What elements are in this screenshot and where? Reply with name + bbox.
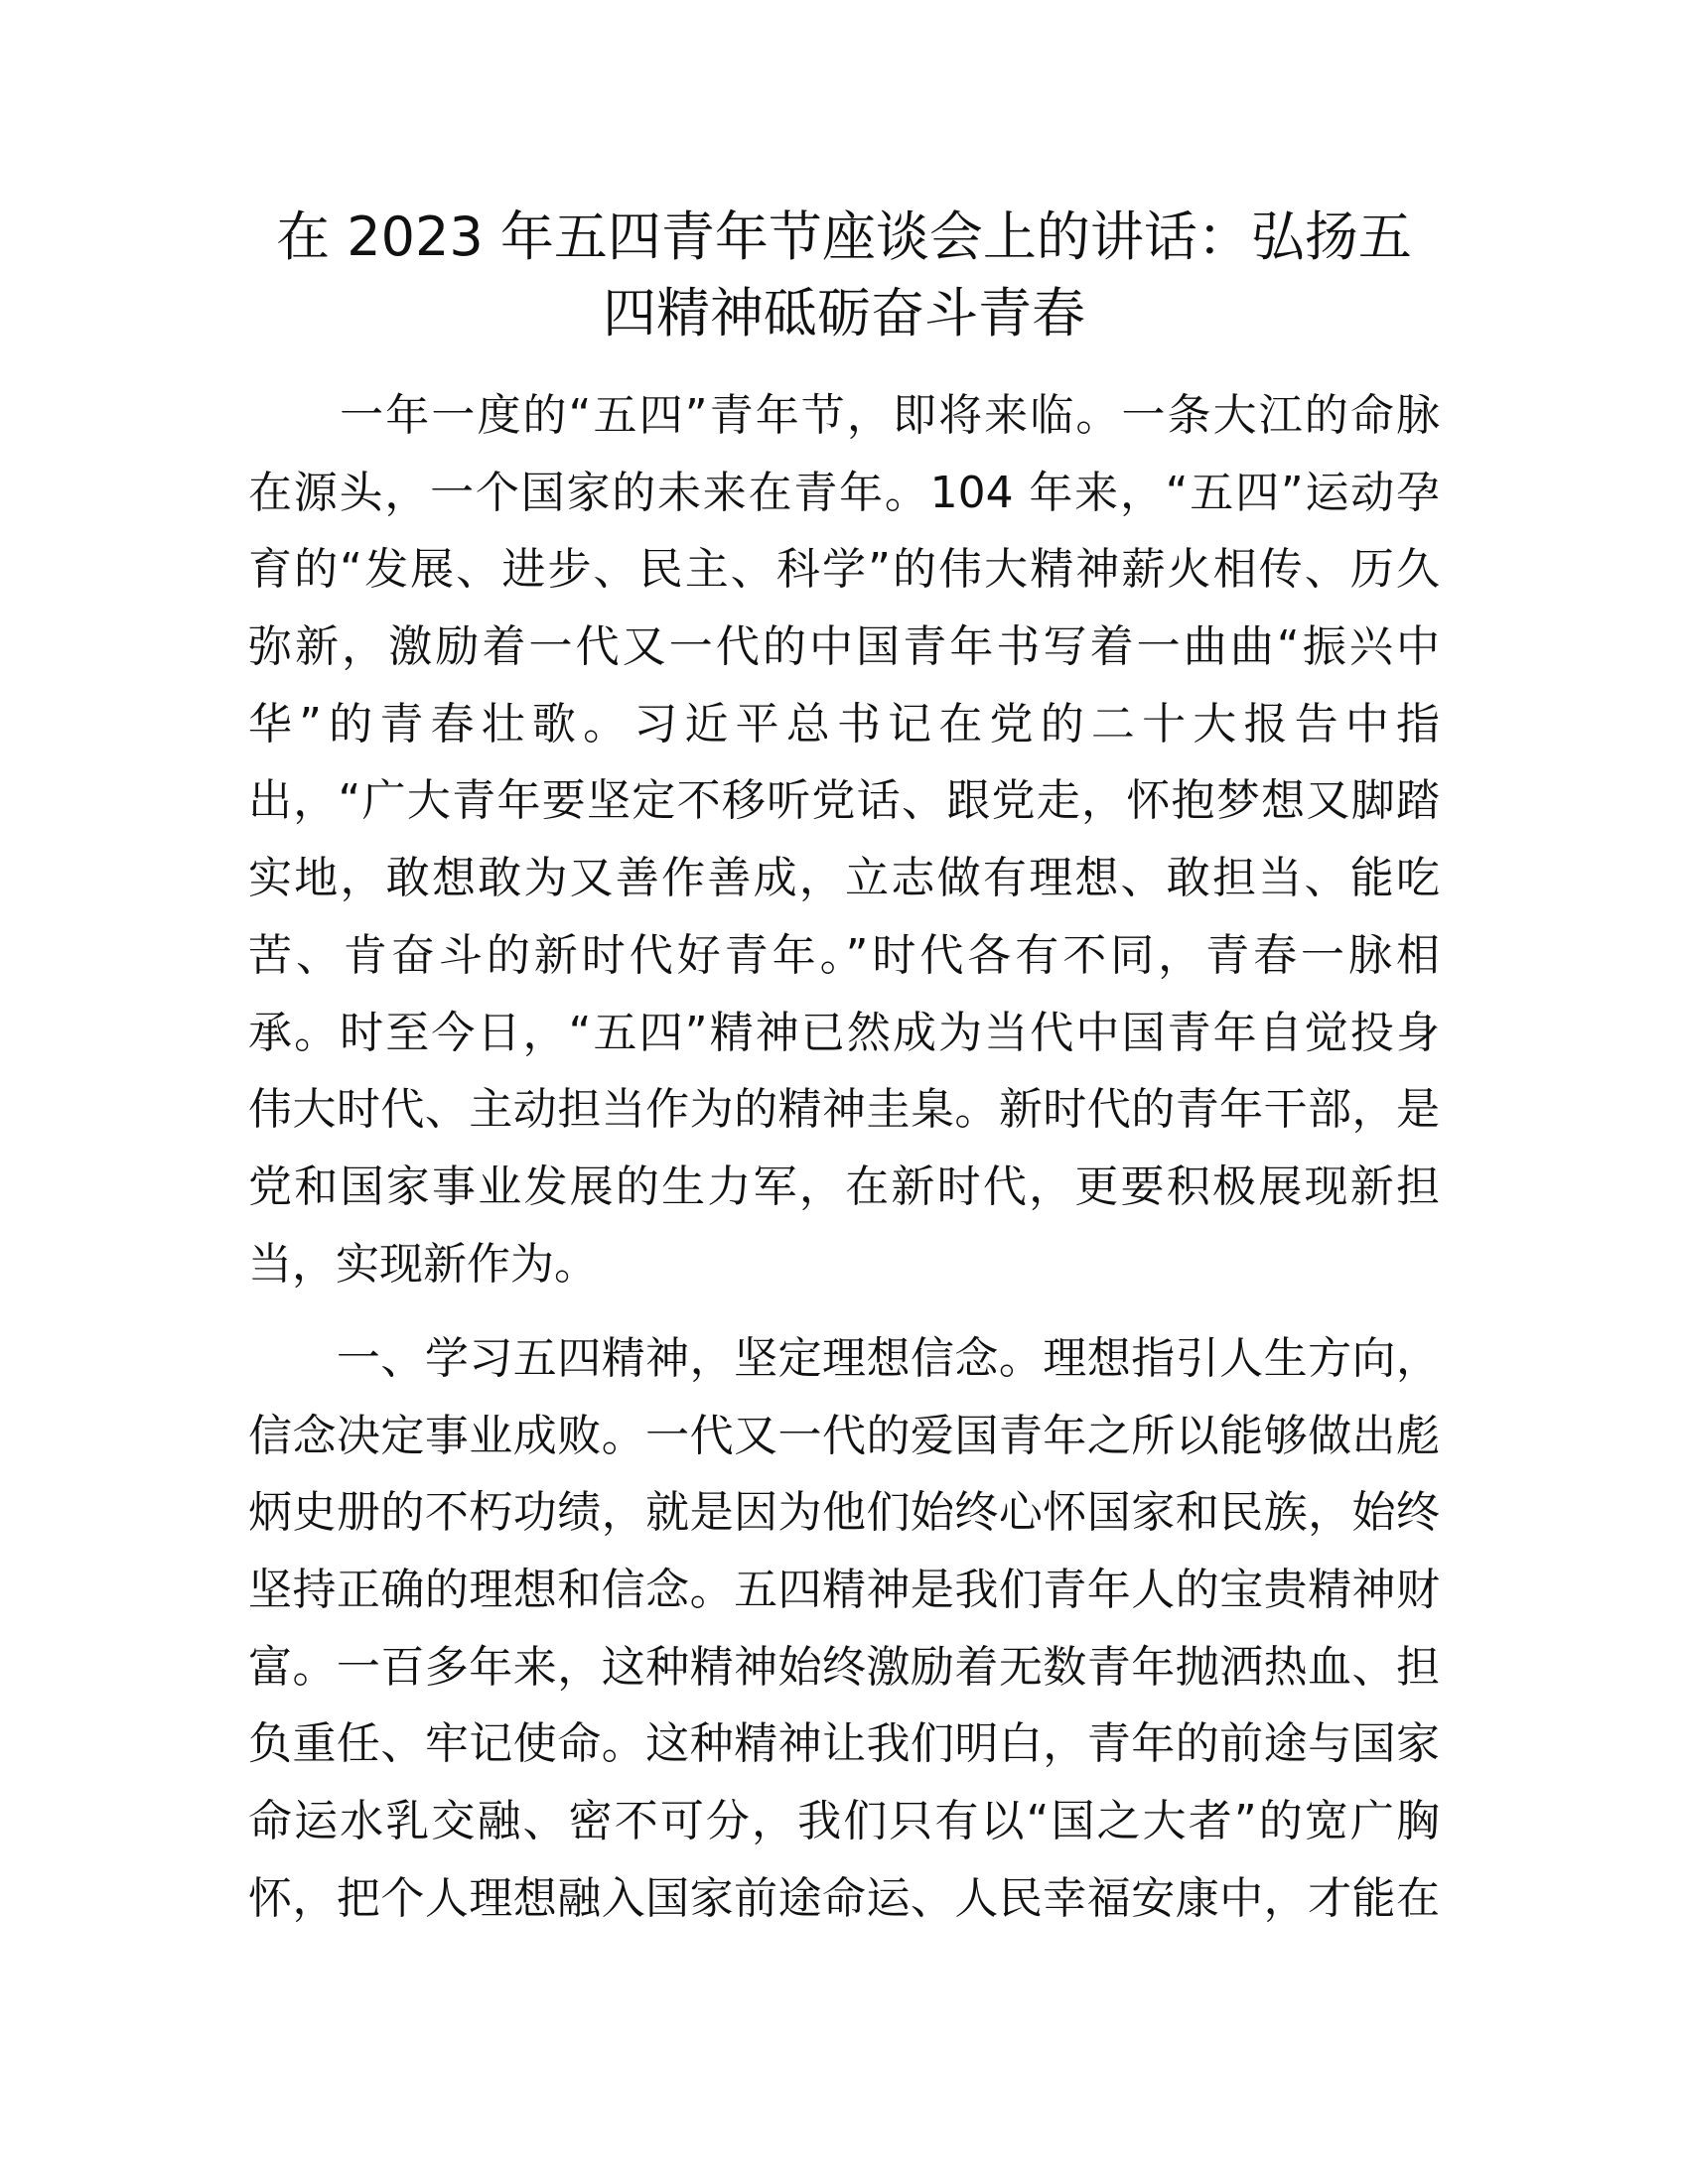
text-line: 华”的青春壮歌。习近平总书记在党的二十大报告中指 bbox=[248, 698, 1440, 750]
text-line: 弥新，激励着一代又一代的中国青年书写着一曲曲“振兴中 bbox=[248, 621, 1440, 673]
text-line: 负重任、牢记使命。这种精神让我们明白，青年的前途与国家 bbox=[248, 1718, 1440, 1770]
text-line: 承。时至今日，“五四”精神已然成为当代中国青年自觉投身 bbox=[248, 1007, 1440, 1058]
paragraph-intro bbox=[248, 377, 1440, 1302]
text-line: 怀，把个人理想融入国家前途命运、人民幸福安康中，才能在 bbox=[248, 1872, 1440, 1924]
text-line: 育的“发展、进步、民主、科学”的伟大精神薪火相传、历久 bbox=[248, 544, 1440, 596]
text-line: 伟大时代、主动担当作为的精神圭臬。新时代的青年干部，是 bbox=[248, 1084, 1440, 1136]
text-line: 一、学习五四精神，坚定理想信念。理想指引人生方向， bbox=[248, 1333, 1440, 1384]
text-line: 一年一度的“五四”青年节，即将来临。一条大江的命脉 bbox=[248, 390, 1440, 441]
text-line: 当，实现新作为。 bbox=[248, 1238, 598, 1290]
text-line: 命运水乳交融、密不可分，我们只有以“国之大者”的宽广胸 bbox=[248, 1796, 1440, 1847]
text-line: 富。一百多年来，这种精神始终激励着无数青年抛洒热血、担 bbox=[248, 1641, 1440, 1693]
title-line: 在 2023 年五四青年节座谈会上的讲话：弘扬五 bbox=[276, 205, 1412, 268]
text-line: 苦、肯奋斗的新时代好青年。”时代各有不同，青春一脉相 bbox=[248, 929, 1440, 981]
text-line: 在源头，一个国家的未来在青年。104 年来，“五四”运动孕 bbox=[248, 467, 1440, 518]
text-line: 党和国家事业发展的生力军，在新时代，更要积极展现新担 bbox=[248, 1160, 1440, 1212]
text-line: 实地，敢想敢为又善作善成，立志做有理想、敢担当、能吃 bbox=[248, 853, 1440, 904]
text-line: 出，“广大青年要坚定不移听党话、跟党走，怀抱梦想又脚踏 bbox=[248, 775, 1440, 827]
text-line: 炳史册的不朽功绩，就是因为他们始终心怀国家和民族，始终 bbox=[248, 1487, 1440, 1539]
title-line: 四精神砥砺奋斗青春 bbox=[603, 282, 1085, 344]
text-line: 信念决定事业成败。一代又一代的爱国青年之所以能够做出彪 bbox=[248, 1410, 1440, 1461]
paragraph-section-one bbox=[248, 1320, 1440, 1938]
text-line: 坚持正确的理想和信念。五四精神是我们青年人的宝贵精神财 bbox=[248, 1565, 1440, 1616]
document-title bbox=[228, 199, 1460, 351]
